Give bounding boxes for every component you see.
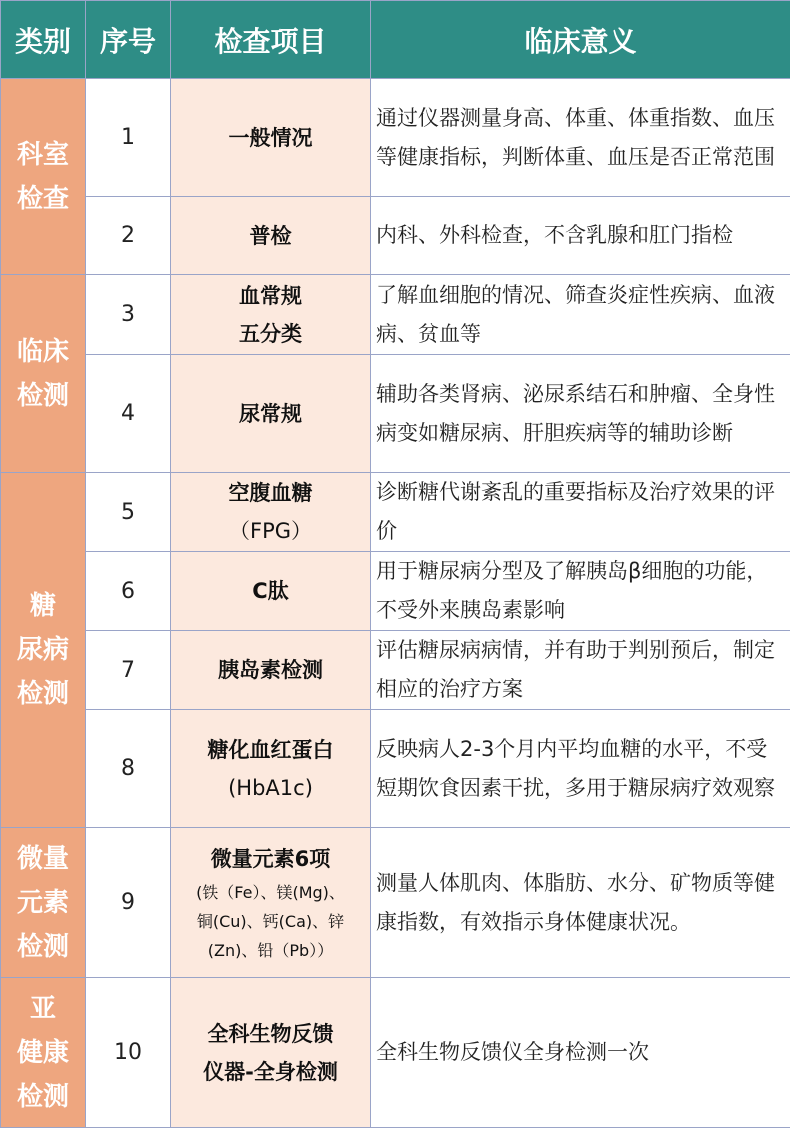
clinical-meaning: 内科、外科检查，不含乳腺和肛门指检 — [371, 197, 790, 275]
row-number: 7 — [86, 631, 171, 710]
check-item: 一般情况 — [171, 79, 371, 197]
category-dept-check: 科室 检查 — [1, 79, 86, 275]
check-item: 空腹血糖 （FPG） — [171, 473, 371, 552]
row-number: 1 — [86, 79, 171, 197]
check-item: 普检 — [171, 197, 371, 275]
clinical-meaning: 用于糖尿病分型及了解胰岛β细胞的功能，不受外来胰岛素影响 — [371, 552, 790, 631]
check-item: C肽 — [171, 552, 371, 631]
table-row — [1, 79, 790, 197]
check-item: 胰岛素检测 — [171, 631, 371, 710]
clinical-meaning: 了解血细胞的情况、筛查炎症性疾病、血液病、贫血等 — [371, 275, 790, 355]
table-row — [1, 978, 790, 1128]
table-row — [1, 473, 790, 552]
row-number: 9 — [86, 828, 171, 978]
table-row — [1, 710, 790, 828]
clinical-meaning: 通过仪器测量身高、体重、体重指数、血压等健康指标，判断体重、血压是否正常范围 — [371, 79, 790, 197]
table-row — [1, 275, 790, 355]
check-item: 微量元素6项 (铁（Fe）、镁(Mg)、 铜(Cu)、钙(Ca)、锌 (Zn)、铅（Pb）） — [171, 828, 371, 978]
row-number: 6 — [86, 552, 171, 631]
clinical-meaning: 评估糖尿病病情，并有助于判别预后，制定相应的治疗方案 — [371, 631, 790, 710]
header-item: 检查项目 — [171, 1, 371, 79]
table-row — [1, 355, 790, 473]
category-clinical-test: 临床 检测 — [1, 275, 86, 473]
check-item: 全科生物反馈 仪器-全身检测 — [171, 978, 371, 1128]
row-number: 10 — [86, 978, 171, 1128]
header-number: 序号 — [86, 1, 171, 79]
category-subhealth-test: 亚 健康 检测 — [1, 978, 86, 1128]
row-number: 3 — [86, 275, 171, 355]
table-row — [1, 828, 790, 978]
clinical-meaning: 测量人体肌肉、体脂肪、水分、矿物质等健康指数，有效指示身体健康状况。 — [371, 828, 790, 978]
row-number: 5 — [86, 473, 171, 552]
category-diabetes-test: 糖 尿病 检测 — [1, 473, 86, 828]
check-item: 糖化血红蛋白 (HbA1c) — [171, 710, 371, 828]
table-row — [1, 631, 790, 710]
row-number: 2 — [86, 197, 171, 275]
category-trace-element: 微量 元素 检测 — [1, 828, 86, 978]
header-row — [1, 1, 790, 79]
clinical-meaning: 诊断糖代谢紊乱的重要指标及治疗效果的评价 — [371, 473, 790, 552]
check-item: 尿常规 — [171, 355, 371, 473]
clinical-meaning: 全科生物反馈仪全身检测一次 — [371, 978, 790, 1128]
clinical-meaning: 辅助各类肾病、泌尿系结石和肿瘤、全身性病变如糖尿病、肝胆疾病等的辅助诊断 — [371, 355, 790, 473]
table-row — [1, 552, 790, 631]
header-meaning: 临床意义 — [371, 1, 790, 79]
check-item: 血常规 五分类 — [171, 275, 371, 355]
row-number: 8 — [86, 710, 171, 828]
header-category: 类别 — [1, 1, 86, 79]
row-number: 4 — [86, 355, 171, 473]
table-row — [1, 197, 790, 275]
clinical-meaning: 反映病人2-3个月内平均血糖的水平，不受短期饮食因素干扰，多用于糖尿病疗效观察 — [371, 710, 790, 828]
